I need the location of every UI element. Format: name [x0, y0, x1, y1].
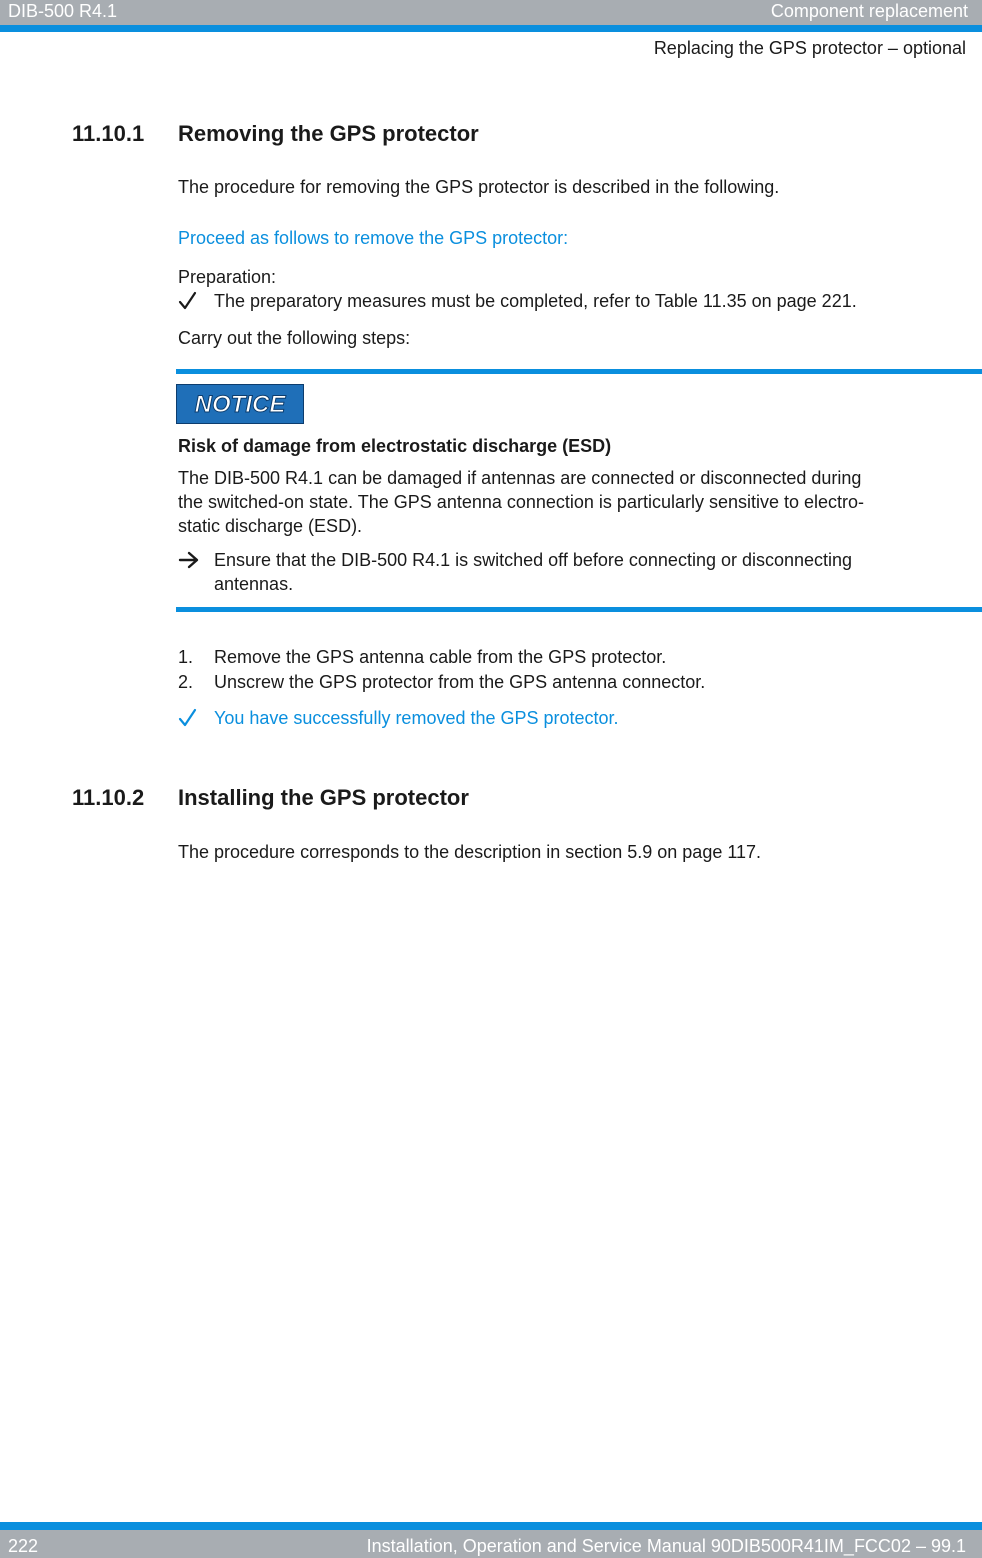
result-line [178, 706, 978, 730]
list-item [178, 670, 978, 694]
intro-paragraph: The procedure for removing the GPS protector is described in the following. [178, 177, 780, 197]
header-section: Replacing the GPS protector – optional [653, 38, 966, 58]
notice-body [178, 466, 978, 538]
notice-body-line: the switched-on state. The GPS antenna connection is particularly sensitive to electro- [178, 492, 865, 512]
notice-badge-text: NOTICE [194, 391, 286, 418]
footer-document-title: Installation, Operation and Service Manual 90DIB500R41IM_FCC02 – 99.1 [366, 1536, 966, 1556]
page-number: 222 [8, 1536, 39, 1556]
notice-action [178, 548, 978, 596]
list-item [178, 645, 978, 669]
footer-rule [0, 1522, 982, 1530]
step-text: Unscrew the GPS protector from the GPS antenna connector. [214, 672, 706, 692]
carry-out-label: Carry out the following steps: [178, 328, 411, 348]
right-arrow-icon [178, 548, 208, 578]
proceed-instruction: Proceed as follows to remove the GPS protector: [178, 228, 569, 248]
section-title: Installing the GPS protector [178, 785, 469, 810]
preparation-label: Preparation: [178, 267, 277, 287]
step-text: Remove the GPS antenna cable from the GPS protector. [214, 647, 667, 667]
preparation-item-text: The preparatory measures must be completed, refer to Table 11.35 on page 221. [214, 291, 857, 311]
step-number: 1. [178, 647, 194, 667]
header-rule [0, 25, 982, 32]
notice-bottom-rule [176, 607, 982, 612]
result-text: You have successfully removed the GPS protector. [214, 708, 619, 728]
step-number: 2. [178, 672, 194, 692]
installing-paragraph: The procedure corresponds to the description in section 5.9 on page 117. [178, 842, 762, 862]
preparation-item [178, 289, 978, 313]
notice-title: Risk of damage from electrostatic discharge (ESD) [178, 436, 612, 456]
notice-body-line: The DIB-500 R4.1 can be damaged if antennas are connected or disconnected during [178, 468, 862, 488]
header-chapter: Component replacement [770, 1, 968, 21]
section-number: 11.10.1 [72, 121, 145, 146]
section-number: 11.10.2 [72, 785, 145, 810]
header-product: DIB-500 R4.1 [8, 1, 118, 21]
notice-top-rule [176, 369, 982, 374]
check-mark-icon [178, 706, 208, 736]
notice-badge [176, 384, 304, 424]
notice-body-line: static discharge (ESD). [178, 516, 363, 536]
check-mark-icon [178, 289, 208, 319]
section-title: Removing the GPS protector [178, 121, 479, 146]
notice-action-line: Ensure that the DIB-500 R4.1 is switched off before connecting or disconnecting [214, 550, 853, 570]
notice-action-line: antennas. [214, 574, 294, 594]
